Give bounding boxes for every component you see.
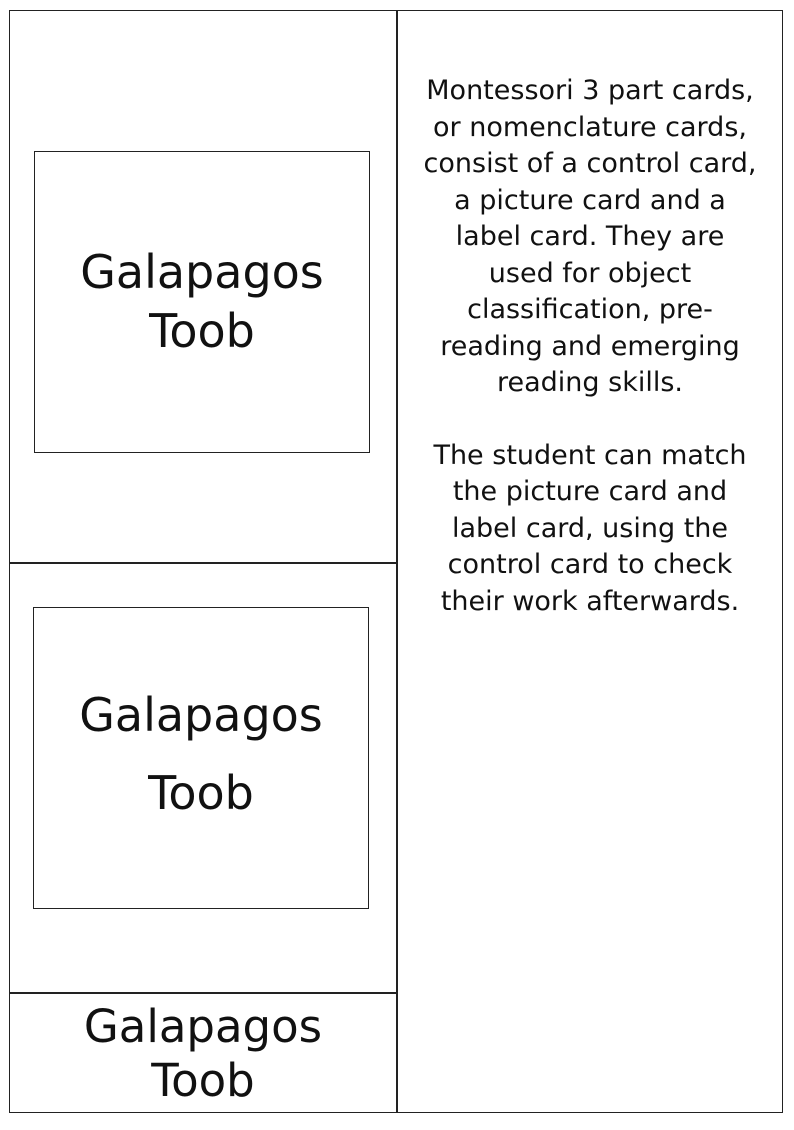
instructions-line: label card. They are [455, 221, 725, 252]
picture-card-title [79, 676, 323, 832]
label-card [10, 994, 396, 1114]
instructions-line: classification, pre- [467, 294, 713, 325]
instructions-line: Montessori 3 part cards, [426, 75, 754, 106]
instructions-line: label card, using the [451, 512, 729, 544]
instructions-line: used for object [488, 257, 692, 289]
instructions-line: or nomenclature cards, [433, 111, 747, 143]
card-sheet [9, 10, 783, 1113]
picture-card-title-line2: Toob [148, 766, 254, 820]
control-card-title [80, 243, 324, 361]
instructions-line: consist of a control card, [423, 148, 757, 179]
instructions-line: their work afterwards. [440, 585, 740, 617]
instructions-line: control card to check [447, 549, 733, 580]
label-card-title-line2: Toob [151, 1054, 255, 1107]
control-card-title-line1: Galapagos [80, 245, 324, 300]
instructions-line: a picture card and a [454, 184, 726, 216]
picture-card [33, 607, 369, 909]
instructions-line: The student can match [433, 439, 747, 471]
instructions-line: reading and emerging [440, 330, 740, 362]
label-card-title-line1: Galapagos [83, 1000, 323, 1053]
picture-card-title-line1: Galapagos [79, 687, 323, 742]
paragraph-gap [398, 402, 782, 438]
control-card [34, 151, 370, 453]
horizontal-cut-line-top [10, 562, 397, 564]
instructions-line: reading skills. [497, 367, 683, 398]
label-card-title [84, 1000, 322, 1108]
control-card-title-line2: Toob [149, 304, 255, 358]
instructions-text [398, 73, 782, 620]
instructions-line: the picture card and [452, 476, 728, 507]
